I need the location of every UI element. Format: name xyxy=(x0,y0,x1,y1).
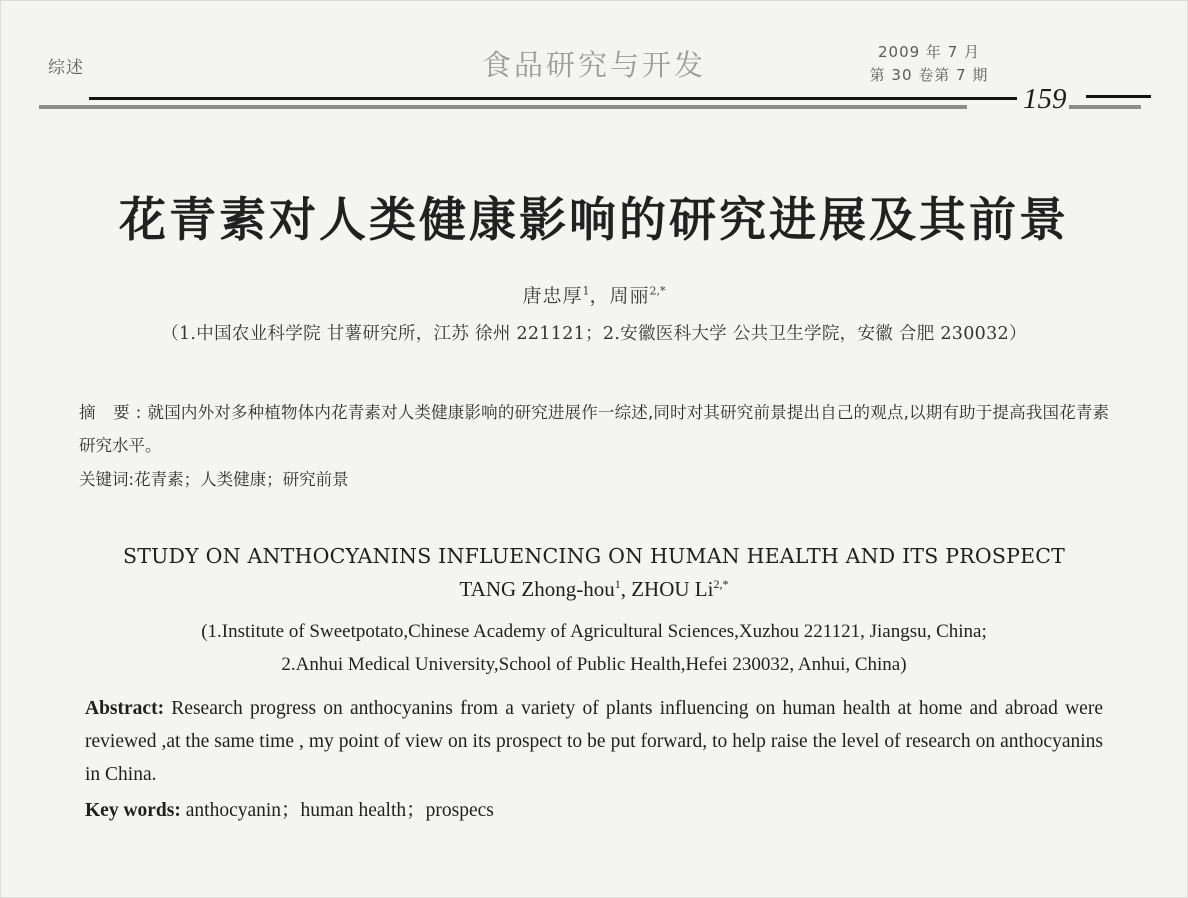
affiliation-english-line-1: (1.Institute of Sweetpotato,Chinese Academy of Agricultural Sciences,Xuzhou 221121, Jiangsu, China; xyxy=(201,620,987,642)
header-issue-date: 2009 年 7 月 xyxy=(877,43,981,61)
keywords-chinese xyxy=(79,464,1109,496)
author-cn-1: 唐忠厚 xyxy=(522,285,583,308)
keywords-english-text: anthocyanin；human health；prospecs xyxy=(180,799,494,821)
author-en-separator: , xyxy=(620,576,632,601)
author-en-2: ZHOU Li xyxy=(631,576,714,601)
author-en-1: TANG Zhong-hou xyxy=(459,576,615,601)
abstract-english xyxy=(85,693,1103,791)
article-authors-english xyxy=(1,577,1187,602)
abstract-chinese-text: 就国内外对多种植物体内花青素对人类健康影响的研究进展作一综述,同时对其研究前景提出自己的观点,以期有助于提高我国花青素研究水平。 xyxy=(79,403,1109,455)
abstract-chinese xyxy=(79,397,1109,461)
author-cn-2-affil-marker: 2,* xyxy=(649,285,666,299)
author-en-2-affil-marker: 2,* xyxy=(713,576,729,591)
article-title-english: STUDY ON ANTHOCYANINS INFLUENCING ON HUMAN HEALTH AND ITS PROSPECT xyxy=(122,543,1066,568)
header-rule-dark-left xyxy=(89,97,1017,100)
keywords-english xyxy=(85,795,1103,828)
header-rule-dark-right xyxy=(1086,95,1151,98)
keywords-chinese-text: 花青素；人类健康；研究前景 xyxy=(134,469,349,489)
author-cn-2: 周丽 xyxy=(609,285,650,308)
header-journal-title: 食品研究与开发 xyxy=(481,48,706,82)
header-rule-gray-right xyxy=(1069,105,1141,109)
keywords-chinese-label: 关键词: xyxy=(79,469,135,489)
article-title-chinese: 花青素对人类健康影响的研究进展及其前景 xyxy=(119,193,1069,248)
abstract-english-text: Research progress on anthocyanins from a variety of plants influencing on human health at home and abroad were reviewed ,at the same time , my point of view on its prospect to be put forward, to help raise the level of research on anthocyanins in China. xyxy=(85,698,1103,785)
header-issue-info xyxy=(829,41,1029,86)
article-authors-chinese xyxy=(1,281,1187,308)
author-en-1-affil-marker: 1 xyxy=(614,576,621,591)
page-header xyxy=(1,1,1187,121)
header-section-label: 综述 xyxy=(48,58,84,78)
article-affiliation-english xyxy=(1,615,1187,682)
header-issue-volume: 第 30 卷第 7 期 xyxy=(869,65,989,84)
abstract-english-label: Abstract: xyxy=(85,698,165,720)
affiliation-english-line-2: 2.Anhui Medical University,School of Public Health,Hefei 230032, Anhui, China) xyxy=(281,654,907,676)
header-rule-gray-left xyxy=(39,105,967,109)
author-cn-separator: ， xyxy=(589,285,610,308)
page-number: 159 xyxy=(1023,83,1067,115)
abstract-chinese-label: 摘 要: xyxy=(79,403,148,423)
article-affiliation-chinese: （1.中国农业科学院 甘薯研究所，江苏 徐州 221121；2.安徽医科大学 公共卫生学院，安徽 合肥 230032） xyxy=(161,324,1027,345)
author-cn-1-affil-marker: 1 xyxy=(582,285,590,299)
keywords-english-label: Key words: xyxy=(85,799,181,821)
